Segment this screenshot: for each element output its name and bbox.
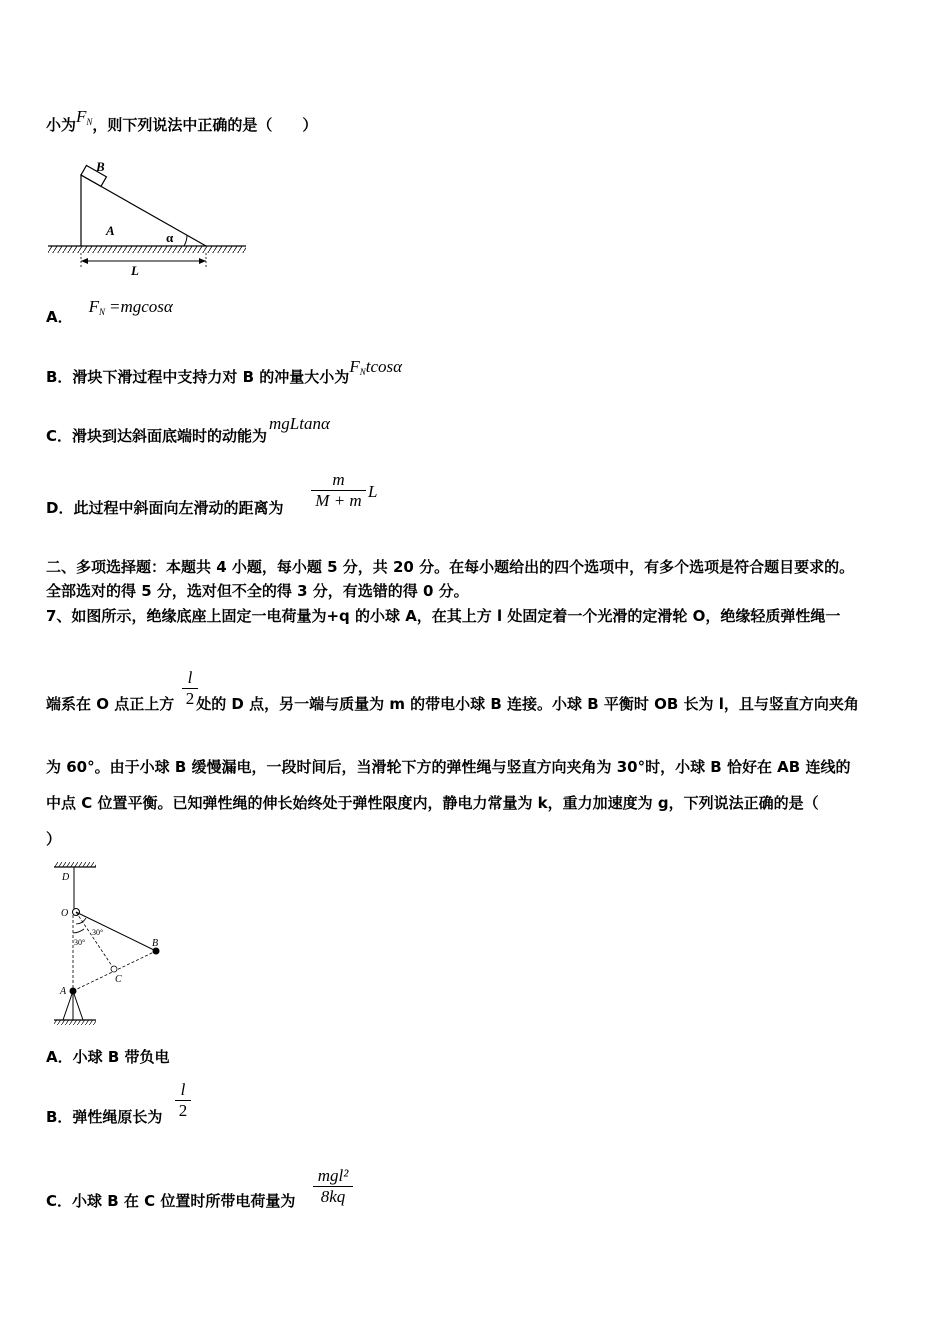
q6-option-b [46, 357, 403, 387]
q7-line5: ） [46, 830, 62, 848]
rope-ob [76, 912, 159, 951]
q6-option-b-expr: tcosα [365, 357, 403, 376]
q6-option-d [46, 497, 283, 518]
q7-line1: 7、如图所示，绝缘底座上固定一电荷量为+q 的小球 A，在其上方 l 处固定着一个光滑的定滑轮 O，绝缘轻质弹性绳一 [46, 607, 841, 625]
label-a: A [106, 223, 115, 238]
label-b: B [152, 938, 159, 949]
point-c [111, 966, 117, 972]
q7-option-c-text: C．小球 B 在 C 位置时所带电荷量为 [46, 1192, 296, 1210]
q6-option-a-fn: F [88, 297, 99, 316]
pulley-figure [46, 862, 176, 1028]
label-o: O [61, 908, 69, 919]
q6-option-c-text: C．滑块到达斜面底端时的动能为 [46, 427, 268, 445]
q6-option-b-fn: F [349, 357, 360, 376]
q6-stem-fn: F [76, 107, 87, 126]
q7-line4: 中点 C 位置平衡。已知弹性绳的伸长始终处于弹性限度内，静电力常量为 k，重力加速度为 g，下列说法正确的是（ [46, 794, 819, 812]
q6-option-a-label: A． [46, 308, 73, 326]
q6-option-a [46, 297, 173, 327]
q6-option-c-expr: mgLtanα [269, 414, 330, 433]
label-a: A [60, 986, 67, 997]
label-l: L [131, 263, 139, 278]
q6-option-b-sub: N [359, 367, 366, 377]
q7-line3: 为 60°。由于小球 B 缓慢漏电，一段时间后，当滑轮下方的弹性绳与竖直方向夹角为 30°时，小球 B 恰好在 AB 连线的 [46, 758, 851, 776]
q7-option-a: A．小球 B 带负电 [46, 1048, 170, 1066]
q6-option-d-fraction [311, 470, 366, 511]
label-30-2: 30° [74, 938, 86, 947]
q7-line2 [46, 693, 859, 714]
angle-arc-2 [73, 929, 84, 933]
q6-option-a-sub: N [99, 307, 106, 317]
q6-option-d-den: M + m [315, 491, 362, 510]
q7-line2-post: 处的 D 点，另一端与质量为 m 的带电小球 B 连接。小球 B 平衡时 OB 长为 l，且与竖直方向夹角 [196, 695, 859, 713]
q6-option-b-text: B．滑块下滑过程中支持力对 B 的冲量大小为 [46, 368, 350, 386]
q7-option-c [46, 1190, 295, 1211]
base-hatch [54, 1020, 96, 1025]
q6-option-a-expr: =mgcosα [109, 297, 173, 316]
label-b: B [96, 159, 105, 174]
label-alpha: α [166, 230, 174, 245]
q6-stem-fn-sub: N [86, 117, 93, 127]
q6-stem-text: 小为 [46, 116, 77, 134]
q6-option-c [46, 414, 330, 446]
q7-line2-pre: 端系在 O 点正上方 [46, 695, 175, 713]
q7-option-b [46, 1106, 162, 1127]
ground-hatch [48, 246, 246, 253]
label-30-1: 30° [92, 928, 104, 937]
q6-option-d-text: D．此过程中斜面向左滑动的距离为 [46, 499, 284, 517]
q7-frac-num: l [187, 668, 193, 687]
q7-option-b-text: B．弹性绳原长为 [46, 1108, 163, 1126]
section2-line1: 二、多项选择题：本题共 4 小题，每小题 5 分，共 20 分。在每小题给出的四个选项中，有多个选项是符合题目要求的。 [46, 558, 855, 576]
q6-option-d-tail: L [368, 482, 378, 501]
q6-option-d-num: m [332, 470, 345, 489]
q7-option-c-den: 8kq [320, 1187, 346, 1206]
q7-option-b-num: l [180, 1080, 186, 1099]
ceiling-hatch [54, 862, 96, 867]
incline-figure [44, 155, 254, 280]
q7-option-c-fraction [313, 1166, 353, 1207]
section2-line2: 全部选对的得 5 分，选对但不全的得 3 分，有选错的得 0 分。 [46, 582, 469, 600]
q6-stem-tail: ，则下列说法中正确的是（ ） [92, 116, 318, 134]
label-c: C [115, 974, 122, 985]
q6-stem [46, 107, 318, 135]
angle-arc-1 [76, 918, 86, 924]
q7-option-b-den: 2 [178, 1101, 188, 1120]
q7-option-b-fraction [175, 1080, 191, 1121]
label-d: D [62, 872, 70, 883]
alpha-arc [184, 235, 187, 246]
q7-line2-fraction [182, 668, 198, 709]
q7-option-c-num: mgl² [317, 1166, 349, 1185]
q7-frac-den: 2 [185, 689, 195, 708]
